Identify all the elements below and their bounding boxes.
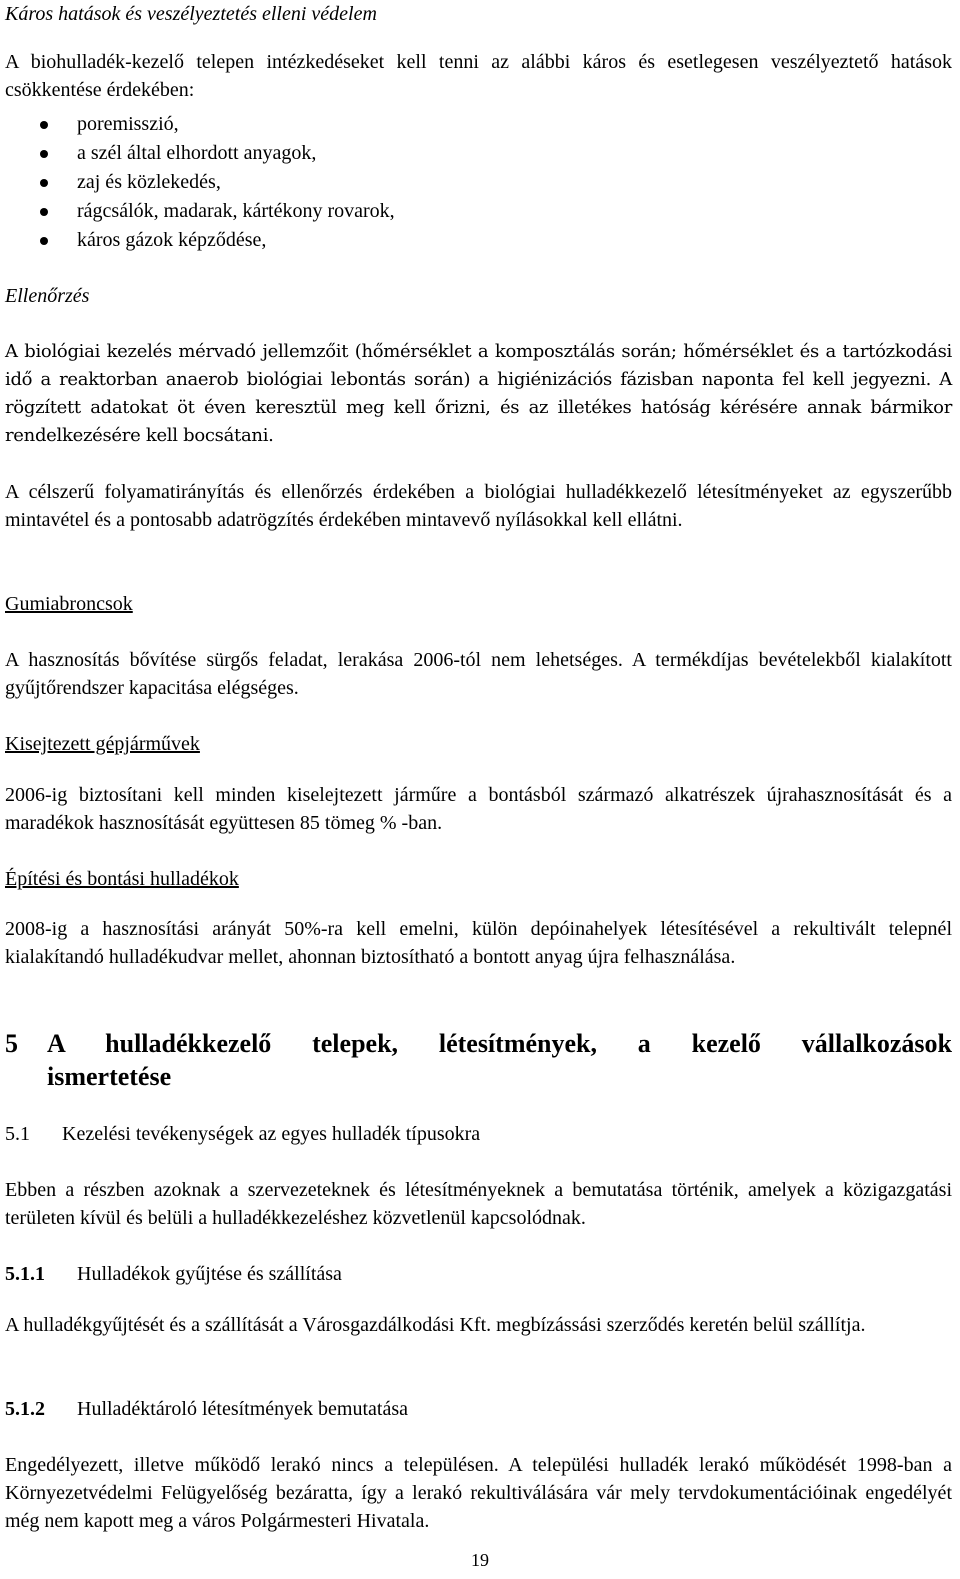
section-title-ellenorzes: Ellenőrzés — [5, 285, 90, 307]
chapter-title-line-1: A hulladékkezelő telepek, létesítmények, a kezelő vállalkozások — [47, 1029, 952, 1058]
subsection-5-1-2-paragraph: Engedélyezett, illetve működő lerakó nincs a településen. A települési hulladék lerakó működését 1998-ban a Környezetvédelmi Felügyelőség bezáratta, így a lerakó rekultiválására vár mely tervdokumentációinak engedélyét még nem kapott meg a város Polgármesteri Hivatala. — [5, 1454, 952, 1532]
bullet-icon — [40, 179, 48, 187]
subsection-number: 5.1.1 — [5, 1263, 45, 1285]
section-number: 5.1 — [5, 1123, 30, 1145]
list-item: zaj és közlekedés, — [5, 168, 952, 197]
gumiabroncsok-paragraph: A hasznosítás bővítése sürgős feladat, lerakása 2006-tól nem lehetséges. A termékdíjas bevételekből kialakított gyűjtőrendszer kapacitása elégséges. — [5, 649, 952, 699]
karos-intro-paragraph: A biohulladék-kezelő telepen intézkedéseket kell tenni az alábbi káros és esetlegesen veszélyeztető hatások csökkentése érdekében: — [5, 51, 952, 101]
page-number: 19 — [471, 1550, 489, 1570]
list-item: káros gázok képződése, — [5, 226, 952, 255]
section-5-1-paragraph: Ebben a részben azoknak a szervezeteknek és létesítményeknek a bemutatása történik, amelyek a közigazgatási területen kívül és belüli a hulladékkezeléshez közvetlenül kapcsolódnak. — [5, 1179, 952, 1229]
section-title-karos: Káros hatások és veszélyeztetés elleni védelem — [5, 3, 377, 25]
section-title-epitesi: Építési és bontási hulladékok — [5, 868, 239, 890]
subsection-title: Hulladékok gyűjtése és szállítása — [77, 1263, 342, 1285]
subsection-heading-5-1-1 — [5, 1260, 952, 1288]
ellenorzes-paragraph-1: A biológiai kezelés mérvadó jellemzőit (hőmérséklet a komposztálás során; hőmérséklet és a tartózkodási idő a reaktorban anaerob biológiai lebontás során) a higiénizációs fázisban naponta fel kell jegyezni. A rögzített adatokat öt éven keresztül meg kell őrizni, és az illetékes hatóság kérésére annak bármikor rendelkezésére kell bocsátani. — [5, 341, 952, 446]
subsection-number: 5.1.2 — [5, 1398, 45, 1420]
chapter-heading — [5, 1027, 952, 1093]
epitesi-paragraph: 2008-ig a hasznosítási arányát 50%-ra kell emelni, külön depóinahelyek létesítésével a rekultivált telepnél kialakítandó hulladékudvar mellet, ahonnan biztosítható a bontott anyag újra felhasználása. — [5, 918, 952, 968]
list-item: rágcsálók, madarak, kártékony rovarok, — [5, 197, 952, 226]
list-item: a szél által elhordott anyagok, — [5, 139, 952, 168]
ellenorzes-paragraph-2: A célszerű folyamatirányítás és ellenőrzés érdekében a biológiai hulladékkezelő létesítményeket az egyszerűbb mintavétel és a pontosabb adatrögzítés érdekében mintavevő nyílásokkal kell ellátni. — [5, 481, 952, 531]
list-item: poremisszió, — [5, 110, 952, 139]
section-title: Kezelési tevékenységek az egyes hulladék típusokra — [62, 1123, 481, 1145]
karos-bullet-list — [5, 110, 952, 255]
subsection-heading-5-1-2 — [5, 1395, 952, 1423]
bullet-icon — [40, 121, 48, 129]
subsection-title: Hulladéktároló létesítmények bemutatása — [77, 1398, 408, 1420]
bullet-icon — [40, 150, 48, 158]
section-heading-5-1 — [5, 1120, 952, 1148]
bullet-icon — [40, 208, 48, 216]
chapter-title-line-2: ismertetése — [47, 1062, 172, 1091]
subsection-5-1-1-paragraph: A hulladékgyűjtését és a szállítását a Városgazdálkodási Kft. megbízássási szerződés keretén belül szállítja. — [5, 1314, 866, 1336]
section-title-kiselejtezett: Kisejtezett gépjárművek — [5, 733, 200, 755]
section-title-gumiabroncsok: Gumiabroncsok — [5, 593, 133, 615]
bullet-icon — [40, 237, 48, 245]
chapter-number: 5 — [5, 1029, 18, 1058]
kiselejtezett-paragraph: 2006-ig biztosítani kell minden kiselejtezett járműre a bontásból származó alkatrészek újrahasznosítását és a maradékok hasznosítását együttesen 85 tömeg % -ban. — [5, 784, 952, 834]
